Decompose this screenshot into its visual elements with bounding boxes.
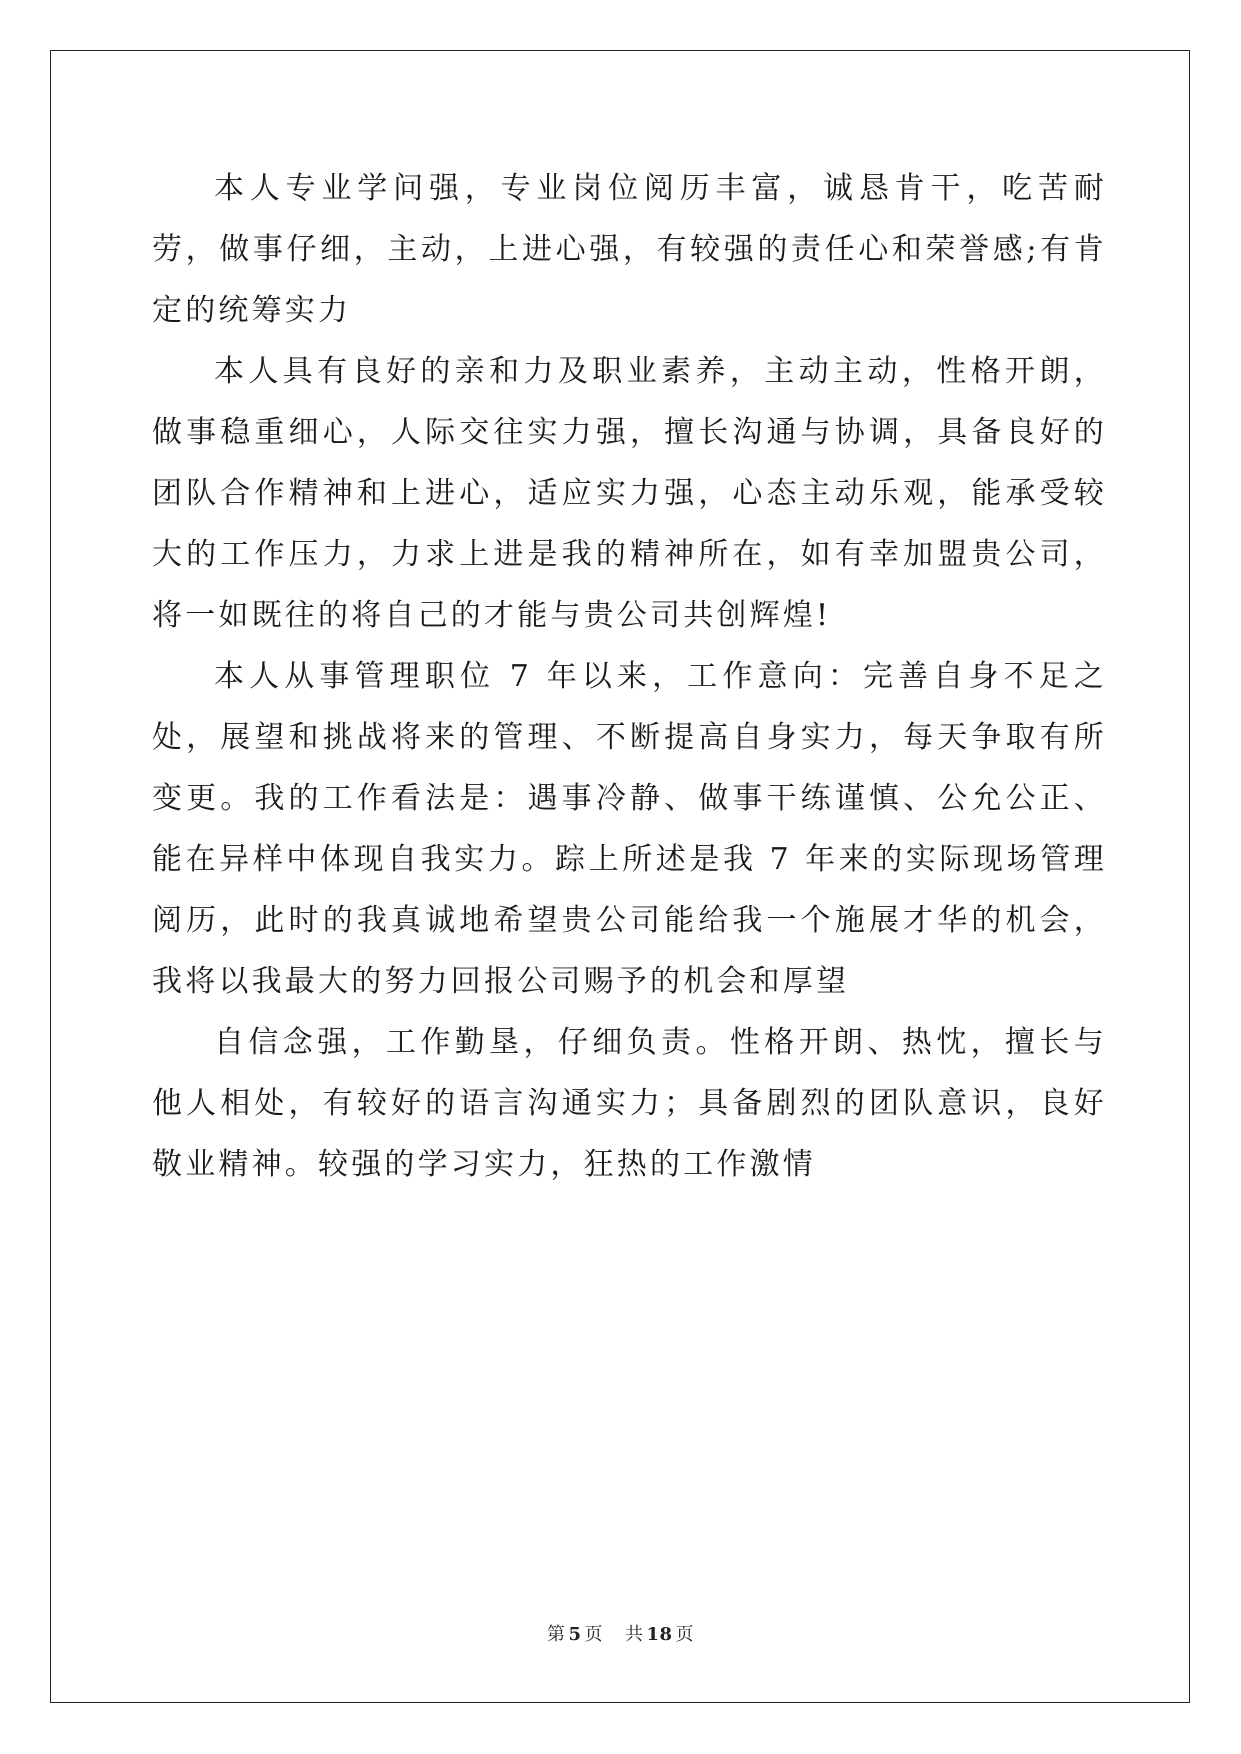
footer-prefix: 第 [546,1624,566,1645]
paragraph-1: 本人专业学问强，专业岗位阅历丰富，诚恳肯干，吃苦耐劳，做事仔细，主动，上进心强，有较强的责任心和荣誉感;有肯定的统筹实力 [152,171,1107,328]
current-page-number: 5 [568,1624,582,1645]
paragraph-2: 本人具有良好的亲和力及职业素养，主动主动，性格开朗，做事稳重细心，人际交往实力强，擅长沟通与协调，具备良好的团队合作精神和上进心，适应实力强，心态主动乐观，能承受较大的工作压力，力求上进是我的精神所在，如有幸加盟贵公司，将一如既往的将自己的才能与贵公司共创辉煌! [152,354,1107,633]
document-body [152,158,1107,1195]
total-page-number: 18 [646,1624,673,1645]
paragraph-3: 本人从事管理职位 7 年以来，工作意向：完善自身不足之处，展望和挑战将来的管理、不断提高自身实力，每天争取有所变更。我的工作看法是：遇事冷静、做事干练谨慎、公允公正、能在异样中体现自我实力。踪上所述是我 7 年来的实际现场管理阅历，此时的我真诚地希望贵公司能给我一个施展才华的机会，我将以我最大的努力回报公司赐予的机会和厚望 [152,659,1107,999]
page-footer [0,1620,1241,1646]
footer-page-suffix: 页 [584,1624,603,1645]
footer-total-suffix: 页 [675,1624,695,1645]
paragraph-4: 自信念强，工作勤垦，仔细负责。性格开朗、热忱，擅长与他人相处，有较好的语言沟通实力；具备剧烈的团队意识，良好敬业精神。较强的学习实力，狂热的工作激情 [152,1025,1107,1182]
footer-total-prefix: 共 [624,1624,644,1645]
